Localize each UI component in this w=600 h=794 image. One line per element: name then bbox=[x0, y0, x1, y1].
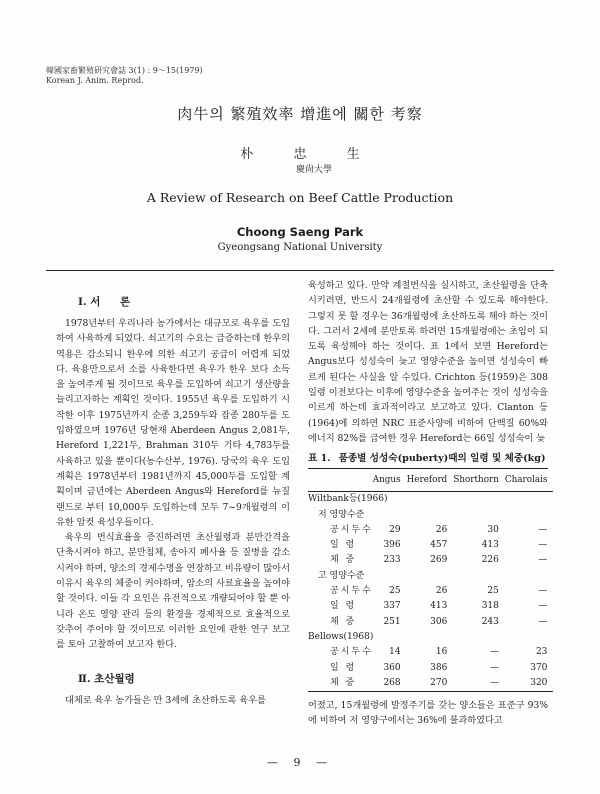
table-group-source: Wiltbank등(1966) bbox=[308, 494, 388, 505]
table-row: 체 중 268 270 — 320 bbox=[308, 676, 553, 692]
author-korean: 朴 忠 生 bbox=[240, 147, 378, 162]
section-title: 초산월령 bbox=[94, 672, 135, 685]
right-column bbox=[308, 278, 548, 729]
table-group-source: Bellows(1968) bbox=[308, 631, 374, 642]
table-level-name: 고 영양수준 bbox=[318, 570, 365, 581]
author-english: Choong Saeng Park bbox=[236, 225, 364, 239]
table-row: 공시두수 25 26 25 — bbox=[330, 586, 548, 597]
section-heading-first-calving-age bbox=[56, 665, 290, 693]
intro-paragraph-2: 육우의 번식효율을 증진하려면 초산월령과 분만간격을 단축시켜야 하고, 분만침체, 송아지 폐사율 등 질병을 감소시켜야 하며, 양소의 경제수명을 연장하고 비유량이 많아서 이유시 육우의 체중이 커야하며, 암소의 사료효율을 높여야 할 것이다. 이들 각 요인은 유전적으로 개량되어야 할 뿐 아니라 온도 영양 관리 등의 환경을 경제적으로 효율적으로 갖추어 주어야 할 것이므로 이러한 요인에 관한 연구 보고를 토아 고찰하여 보고자 한다. bbox=[56, 532, 290, 651]
table-caption-text: 품종별 성성숙(puberty)때의 일령 및 체중(kg) bbox=[338, 453, 546, 465]
right-column-paragraph: 육성하고 있다. 만약 계절번식을 실시하고, 초산월령을 단축시키려면, 반드시 24개월령에 초산할 수 있도록 해야한다. 그렇지 못 할 경우는 36개월령에 초산하도록 해야 하는 것이다. 그러서 2세에 분만토록 하려면 15개월령에는 초임이 되도록 육성해야 하는 것이다. 표 1에서 보면 Hereford는 Angus보다 성성숙이 늦고 영양수준을 높이면 성성숙이 빠르게 된다는 사실을 알 수있다. Crichton 등(1959)은 308일령 이전보다는 이후에 영양수준을 높여주는 것이 성성숙을 이르게 하는데 효과적이라고 보고하고 있다. Clanton 등(1964)에 의하면 NRC 표준사양에 비하여 단백질 60%와 에너지 82%를 급여한 경우 Hereford는 66일 성성숙이 늦 bbox=[308, 280, 548, 444]
section-number: Ⅰ. bbox=[78, 296, 87, 308]
table-level-name: 저 영양수준 bbox=[318, 509, 365, 520]
section-title: 서 론 bbox=[90, 296, 139, 308]
left-column bbox=[56, 278, 290, 708]
title-english: A Review of Research on Beef Cattle Production bbox=[146, 190, 454, 205]
journal-citation bbox=[46, 66, 203, 86]
table-row: 공시두수 14 16 — 23 bbox=[330, 647, 548, 658]
affiliation-english: Gyeongsang National University bbox=[217, 242, 383, 253]
table-row: 체 중 251 306 243 — bbox=[330, 616, 548, 627]
table-number: 표 1. bbox=[308, 453, 331, 465]
section-number: Ⅱ. bbox=[78, 672, 91, 685]
table-header-charolais: Charolais bbox=[505, 469, 554, 492]
table-row: 공시두수 29 26 30 — bbox=[330, 524, 548, 535]
journal-citation-english: Korean J. Anim. Reprod. bbox=[46, 76, 144, 85]
section-heading-introduction bbox=[56, 288, 290, 316]
table-row: 일 령 396 457 413 — bbox=[330, 540, 548, 551]
puberty-table bbox=[308, 469, 553, 692]
title-korean: 肉牛의 繁殖效率 增進에 關한 考察 bbox=[177, 105, 423, 123]
journal-citation-korean: 韓國家畜繁殖研究會誌 3(1) : 9～15(1979) bbox=[46, 66, 203, 75]
table-header-row bbox=[308, 469, 553, 492]
after-table-paragraph: 어졌고, 15개월령에 발정주기를 갖는 양소들은 표준구 93%에 비하여 저 영양구에서는 36%에 불과하였다고 bbox=[308, 700, 548, 727]
table-row: 일 령 337 413 318 — bbox=[330, 601, 548, 612]
table-header-empty bbox=[308, 469, 373, 492]
first-calving-paragraph-1: 대체로 육우 농가들은 만 3세에 초산하도록 육우를 bbox=[65, 694, 266, 706]
table-caption bbox=[308, 450, 548, 469]
table-header-shorthorn: Shorthorn bbox=[453, 469, 505, 492]
table-header-angus: Angus bbox=[373, 469, 407, 492]
affiliation-korean: 慶尙大學 bbox=[295, 165, 332, 175]
header-divider bbox=[46, 270, 554, 271]
table-header-hereford: Hereford bbox=[407, 469, 454, 492]
table-row: 체 중 233 269 226 — bbox=[330, 555, 548, 566]
page-number: — 9 — bbox=[267, 756, 333, 769]
intro-paragraph-1: 1978년부터 우리나라 농가에서는 대규모로 육우를 도입하여 사육하게 되었다. 쇠고기의 수요는 급증하는데 한우의 역용은 감소되니 한우에 의한 쇠고기 공급이 어렵게 되었다. 육용만으로서 소를 사육한다면 육우가 한우 보다 소득을 높여주게 될 것이므로 육우를 도입하여 쇠고기 생산량을 늘리고자하는 계획인 것이다. 1955년 육우를 도입하기 시작한 이후 1975년까지 순종 3,259두와 잡종 280두를 도입하였으며 1976년 당현재 Aberdeen Angus 2,081두, Hereford 1,221두, Brahman 310두 기타 4,783두를 사육하고 있을 뿐이다(농수산부, 1976). 당국의 육우 도입계획은 1978년부터 1981년까지 45,000두를 도입할 계획이며 금년에는 Aberdeen Angus와 Hereford를 뉴질랜드로 부터 10,000두 도입하는데 모두 7~9개월령의 이유한 암컷 육성우들이다. bbox=[56, 318, 290, 528]
table-row: 일 령 360 386 — 370 bbox=[330, 662, 548, 673]
